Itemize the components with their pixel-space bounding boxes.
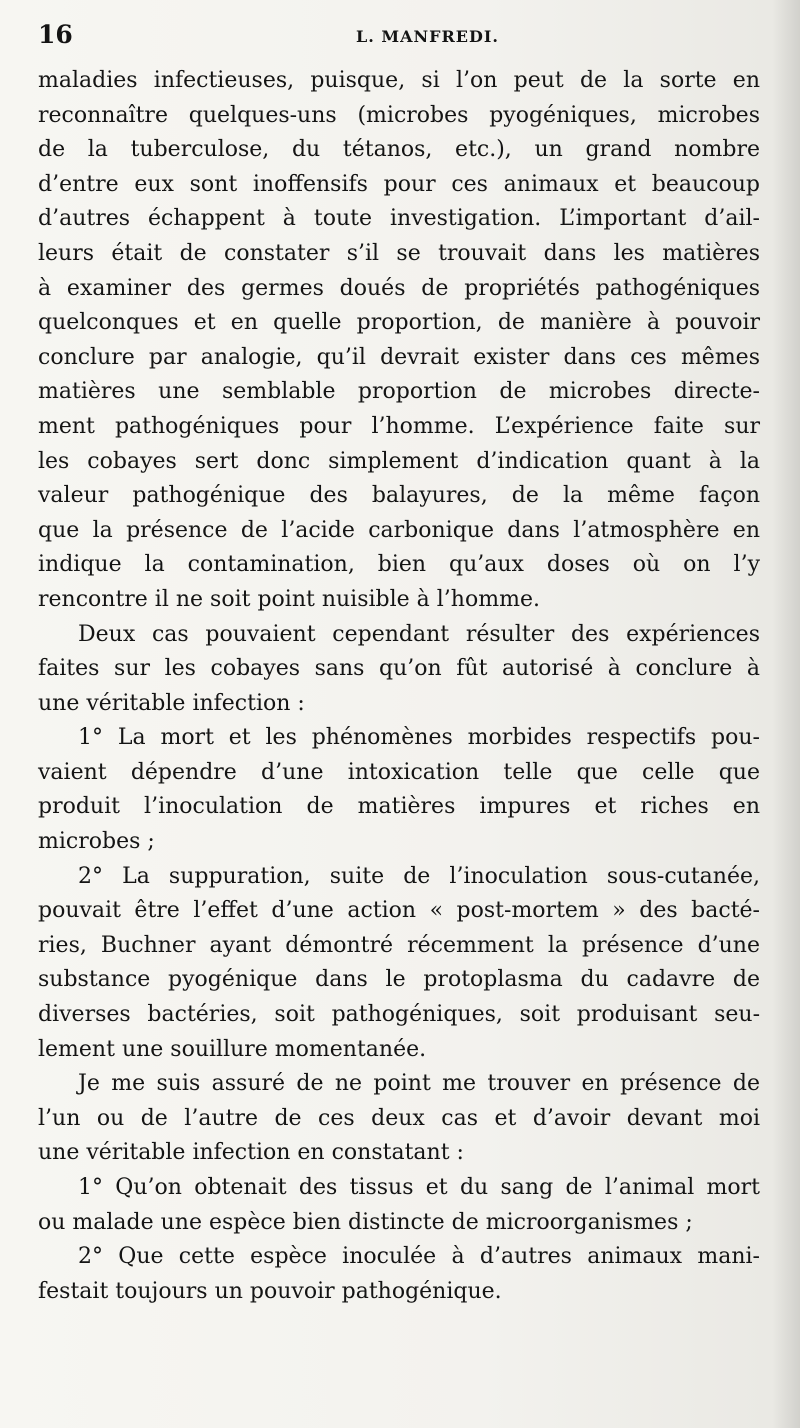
text-line: que la présence de l’acide carbonique dans l’atmosphère en <box>38 517 760 543</box>
text-line: l’un ou de l’autre de ces deux cas et d’avoir devant moi <box>38 1105 760 1131</box>
text-line: substance pyogénique dans le protoplasma du cadavre de <box>38 967 760 993</box>
list-item-start-line: 1° Qu’on obtenait des tissus et du sang de l’animal mort <box>78 1175 760 1200</box>
text-line: indique la contamination, bien qu’aux doses où on l’y <box>38 552 760 578</box>
text-line: faites sur les cobayes sans qu’on fût autorisé à conclure à <box>38 656 760 682</box>
text-line: ment pathogéniques pour l’homme. L’expérience faite sur <box>38 413 760 439</box>
text-line: ries, Buchner ayant démontré récemment la présence d’une <box>38 932 760 958</box>
paragraph-end-line: festait toujours un pouvoir pathogénique. <box>38 1278 502 1304</box>
paragraph-start-line: Deux cas pouvaient cependant résulter des expériences <box>78 621 760 647</box>
text-line: de la tuberculose, du tétanos, etc.), un grand nombre <box>38 137 760 163</box>
paragraph-end-line: une véritable infection : <box>38 690 305 716</box>
text-line: à examiner des germes doués de propriétés pathogéniques <box>38 275 760 301</box>
text-line: diverses bactéries, soit pathogéniques, soit produisant seu- <box>38 1002 760 1028</box>
paragraph-start-line: Je me suis assuré de ne point me trouver en présence de <box>78 1071 760 1097</box>
list-item-start-line: 1° La mort et les phénomènes morbides respectifs pou- <box>78 725 760 751</box>
paragraph-end-line: microbes ; <box>38 829 155 855</box>
paragraph-end-line: rencontre il ne soit point nuisible à l’homme. <box>38 586 540 612</box>
text-line: d’entre eux sont inoffensifs pour ces animaux et beaucoup <box>38 171 760 197</box>
paragraph-end-line: une véritable infection en constatant : <box>38 1140 464 1166</box>
text-line: reconnaître quelques-uns (microbes pyogéniques, microbes <box>38 102 760 128</box>
page-header <box>38 18 758 58</box>
body-text <box>38 64 760 1309</box>
text-line: leurs était de constater s’il se trouvait dans les matières <box>38 240 760 266</box>
text-line: vaient dépendre d’une intoxication telle que celle que <box>38 759 760 785</box>
text-line: matières une semblable proportion de microbes directe- <box>38 379 760 405</box>
text-line: maladies infectieuses, puisque, si l’on peut de la sorte en <box>38 68 760 93</box>
paragraph-end-line: ou malade une espèce bien distincte de microorganismes ; <box>38 1209 693 1235</box>
page-edge-shadow <box>772 0 800 1428</box>
text-line: conclure par analogie, qu’il devrait exister dans ces mêmes <box>38 344 760 370</box>
text-line: d’autres échappent à toute investigation. L’important d’ail- <box>38 206 760 232</box>
text-line: les cobayes sert donc simplement d’indication quant à la <box>38 448 760 474</box>
text-line: quelconques et en quelle proportion, de manière à pouvoir <box>38 310 760 336</box>
text-line: valeur pathogénique des balayures, de la même façon <box>38 483 760 509</box>
running-head: L. MANFREDI. <box>356 27 499 46</box>
list-item-start-line: 2° La suppuration, suite de l’inoculation sous-cutanée, <box>78 863 760 889</box>
text-line: pouvait être l’effet d’une action « post-mortem » des bacté- <box>38 898 760 924</box>
list-item-start-line: 2° Que cette espèce inoculée à d’autres animaux mani- <box>78 1244 760 1270</box>
page-number: 16 <box>38 20 73 49</box>
paragraph-end-line: lement une souillure momentanée. <box>38 1036 427 1062</box>
text-line: produit l’inoculation de matières impures et riches en <box>38 794 760 820</box>
